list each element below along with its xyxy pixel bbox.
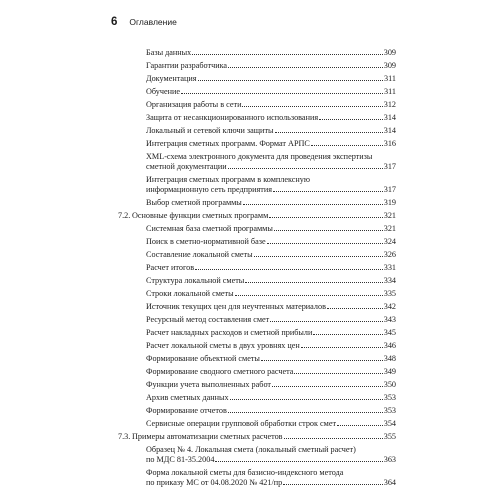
toc-entry: [146, 315, 396, 325]
toc-entry-title: Системная база сметной программы: [146, 224, 273, 233]
toc-page-number: 350: [383, 380, 396, 389]
toc-entry-title: по МДС 81-35.2004: [146, 455, 215, 464]
toc-page-number: 353: [383, 406, 396, 415]
toc-page-number: 314: [383, 126, 396, 135]
dot-leader: [230, 399, 383, 400]
toc-entry-title: Функции учета выполненных работ: [146, 380, 272, 389]
toc-page-number: 335: [383, 289, 396, 298]
dot-leader: [275, 132, 383, 133]
dot-leader: [273, 191, 383, 192]
dot-leader: [245, 282, 382, 283]
toc-page-number: 326: [383, 250, 396, 259]
toc-entry: [146, 393, 396, 403]
toc-entry-title: Образец № 4. Локальная смета (локальный сметный расчет): [146, 445, 356, 454]
toc-entry-title: Защита от несанкционированного использования: [146, 113, 319, 122]
toc-page-number: 342: [383, 302, 396, 311]
dot-leader: [228, 168, 383, 169]
toc-entry-title: Документация: [146, 74, 197, 83]
dot-leader: [243, 204, 383, 205]
toc-entry-title: XML-схема электронного документа для проведения экспертизы: [146, 152, 373, 161]
toc-page-number: 312: [383, 100, 396, 109]
dot-leader: [192, 54, 382, 55]
toc-page-number: 309: [383, 48, 396, 57]
toc-entry-title: Расчет локальной сметы в двух уровнях цен: [146, 341, 300, 350]
dot-leader: [228, 67, 383, 68]
dot-leader: [228, 412, 383, 413]
toc-page-number: 311: [384, 74, 396, 83]
toc-entry-title: Составление локальной сметы: [146, 250, 253, 259]
dot-leader: [294, 373, 382, 374]
toc-entry: [146, 61, 396, 71]
toc-entry: [146, 126, 396, 136]
toc-entry-title: Расчет итогов: [146, 263, 195, 272]
toc-section-entry: [118, 211, 396, 221]
toc-entry-title: Локальный и сетевой ключи защиты: [146, 126, 274, 135]
dot-leader: [274, 230, 383, 231]
toc-entry: [146, 100, 396, 110]
toc-page-number: 321: [383, 211, 396, 220]
toc-entry-title: Архив сметных данных: [146, 393, 229, 402]
dot-leader: [261, 360, 383, 361]
toc-entry: [146, 468, 396, 488]
toc-entry-title: Формирование отчетов: [146, 406, 227, 415]
dot-leader: [242, 106, 382, 107]
page-number: 6: [111, 16, 118, 28]
toc-entry: [146, 276, 396, 286]
toc-entry: [146, 419, 396, 429]
toc-entry: [146, 48, 396, 58]
toc-entry-title: Формирование сводного сметного расчета: [146, 367, 294, 376]
dot-leader: [215, 461, 382, 462]
toc-entry-title: Поиск в сметно-нормативной базе: [146, 237, 266, 246]
toc-page-number: 354: [383, 419, 396, 428]
toc-entry-title: Выбор сметной программы: [146, 198, 242, 207]
toc-entry: [146, 354, 396, 364]
toc-entry-title: Ресурсный метод составления смет: [146, 315, 270, 324]
dot-leader: [311, 145, 383, 146]
toc-page-number: 343: [383, 315, 396, 324]
toc-entry: [146, 367, 396, 377]
toc-entry-title: Организация работы в сети: [146, 100, 242, 109]
dot-leader: [254, 256, 383, 257]
toc-entry: [146, 237, 396, 247]
toc-entry-title: по приказу МС от 04.08.2020 № 421/пр: [146, 478, 283, 487]
dot-leader: [313, 334, 382, 335]
toc-page-number: 345: [383, 328, 396, 337]
toc-page-number: 316: [383, 139, 396, 148]
toc-entry-title: Основные функции сметных программ: [132, 211, 269, 220]
dot-leader: [283, 484, 382, 485]
toc-entry-title: Форма локальной сметы для базисно-индексного метода: [146, 468, 344, 477]
toc-entry-title: Интеграция сметных программ. Формат АРПС: [146, 139, 310, 148]
toc-entry-title: Сервисные операции групповой обработки строк смет: [146, 419, 337, 428]
toc-page-number: 321: [383, 224, 396, 233]
toc-page-number: 349: [383, 367, 396, 376]
toc-entry: [146, 175, 396, 195]
toc-entry-title: Гарантии разработчика: [146, 61, 228, 70]
toc-entry: [146, 406, 396, 416]
toc-page-number: 319: [383, 198, 396, 207]
dot-leader: [327, 308, 383, 309]
dot-leader: [195, 269, 383, 270]
toc-entry-title: Базы данных: [146, 48, 192, 57]
toc-entry: [146, 139, 396, 149]
toc-entry-title: Примеры автоматизации сметных расчетов: [132, 432, 283, 441]
toc-entry-title: Интеграция сметных программ в комплексную: [146, 175, 310, 184]
toc-page-number: 353: [383, 393, 396, 402]
toc-entry: [146, 380, 396, 390]
toc-entry: [146, 74, 396, 84]
toc-page-number: 331: [383, 263, 396, 272]
toc-section-entry: [118, 432, 396, 442]
toc-entry-title: Структура локальной сметы: [146, 276, 245, 285]
dot-leader: [269, 217, 382, 218]
toc-entry: [146, 152, 396, 172]
toc-entry: [146, 302, 396, 312]
toc-entry: [146, 341, 396, 351]
dot-leader: [181, 93, 383, 94]
toc-entry: [146, 87, 396, 97]
dot-leader: [235, 295, 383, 296]
toc-entry-title: сметной документации: [146, 162, 227, 171]
section-number: 7.3.: [118, 432, 131, 441]
dot-leader: [319, 119, 383, 120]
dot-leader: [272, 386, 383, 387]
toc-entry: [146, 198, 396, 208]
toc-page-number: 334: [383, 276, 396, 285]
toc-entry-title: Обучение: [146, 87, 181, 96]
toc-page-number: 346: [383, 341, 396, 350]
toc-page-number: 317: [383, 185, 396, 194]
toc-entry: [146, 250, 396, 260]
dot-leader: [267, 243, 383, 244]
toc-entry-title: информационную сеть предприятия: [146, 185, 273, 194]
toc-page-number: 355: [383, 432, 396, 441]
toc-entry: [146, 289, 396, 299]
running-header: [111, 16, 177, 28]
toc-page-number: 324: [383, 237, 396, 246]
dot-leader: [198, 80, 383, 81]
toc-page-number: 314: [383, 113, 396, 122]
toc-entry-title: Строки локальной сметы: [146, 289, 234, 298]
toc-page-number: 364: [383, 478, 396, 487]
toc-entry-title: Источник текущих цен для неучтенных материалов: [146, 302, 326, 311]
toc-entry: [146, 445, 396, 465]
dot-leader: [301, 347, 383, 348]
toc-page-number: 348: [383, 354, 396, 363]
page-title: Оглавление: [129, 17, 177, 27]
toc-page-number: 317: [383, 162, 396, 171]
dot-leader: [270, 321, 382, 322]
toc-page-number: 311: [384, 87, 396, 96]
toc-page-number: 363: [383, 455, 396, 464]
toc-entry-title: Формирование объектной сметы: [146, 354, 260, 363]
section-number: 7.2.: [118, 211, 131, 220]
dot-leader: [337, 425, 383, 426]
toc-page-number: 309: [383, 61, 396, 70]
toc-entry: [146, 113, 396, 123]
table-of-contents: [0, 48, 500, 488]
toc-entry: [146, 224, 396, 234]
toc-entry: [146, 328, 396, 338]
toc-entry: [146, 263, 396, 273]
toc-entry-title: Расчет накладных расходов и сметной прибыли: [146, 328, 313, 337]
dot-leader: [284, 438, 383, 439]
